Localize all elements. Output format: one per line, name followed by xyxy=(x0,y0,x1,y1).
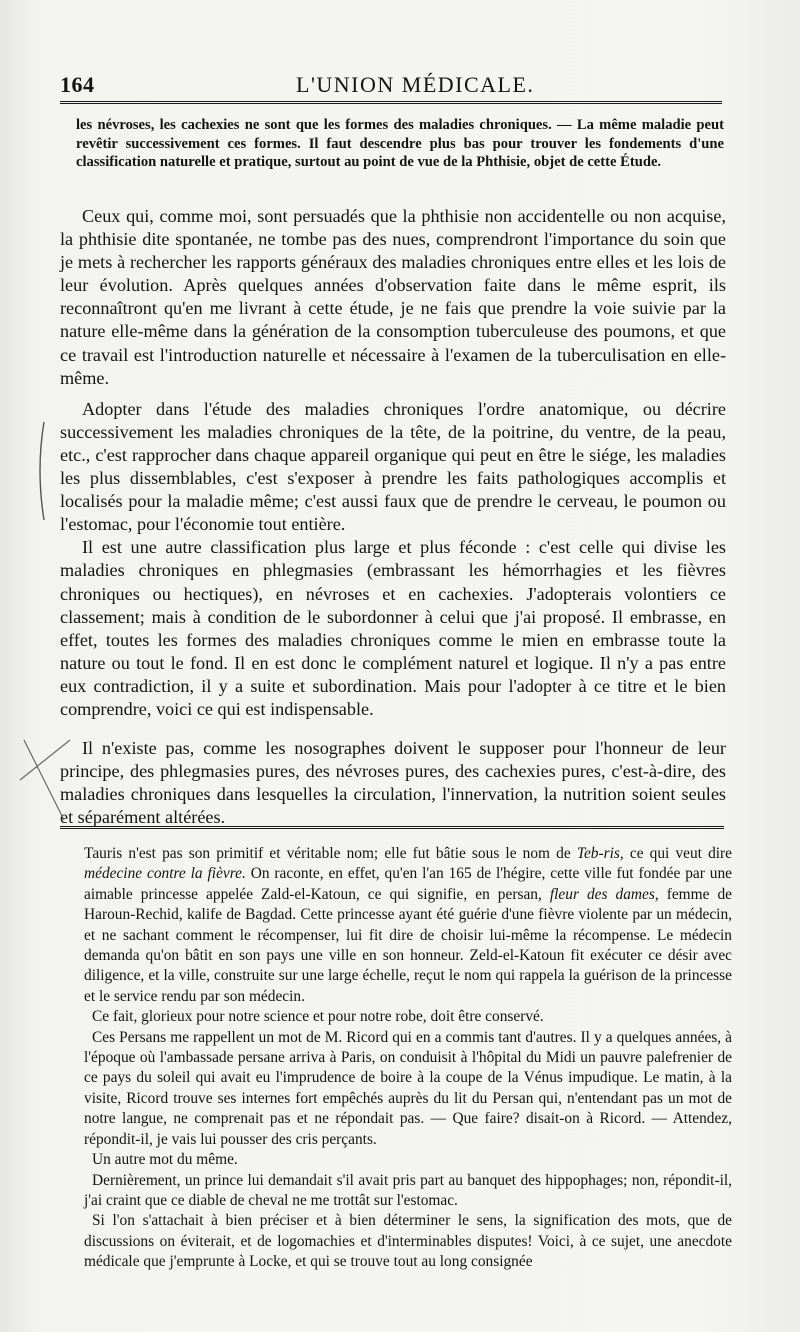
italic-run: Teb-ris, xyxy=(576,845,624,862)
feuilleton-paragraph: Ces Persans me rappellent un mot de M. Ricord qui en a commis tant d'autres. Il y a quelques années, à l'époque où l'ambassade persane arriva à Paris, on conduisit à l'hôpital du Midi un pauvre palefrenier de ce pays du soleil qui avait eu l'imprudence de boire à la coupe de la Vénus impudique. Le matin, à la visite, Ricord trouve ses internes fort empêchés auprès du lit du Persan qui, n'entendant pas un mot de notre langue, ne comprenait pas et ne répondait pas. — Que faire? disait-on à Ricord. — Attendez, répondit-il, je vais lui pousser des cris perçants. xyxy=(84,1028,732,1148)
text-run: femme de Haroun-Rechid, kalife de Bagdad. Cette princesse ayant été guérie d'une fièvre violente par un médecin, et ne sachant comment le récompenser, lui fit dire de choisir lui-même la récompense. Le médecin demanda qu'on bâtit en son pays une ville en son honneur. Zeld-el-Katoun fit exécuter ce désir avec diligence, et la ville, construite sur une large échelle, reçut le nom qui rappela la guérison de la princesse et le service rendu par son médecin. xyxy=(84,885,733,1005)
paragraph: Il est une autre classification plus large et plus féconde : c'est celle qui divise les maladies chroniques en phlegmasies (embrassant les hémorrhagies et les fièvres chroniques ou hectiques), en névroses et en cachexies. J'adopterais volontiers ce classement; mais à condition de le subordonner à celui que j'ai proposé. Il embrasse, en effet, toutes les formes des maladies chroniques comme le mien en embrasse toute la nature ou tout le fond. Il en est donc le complément naturel et logique. Il n'y a pas entre eux contradiction, il y a suite et subordination. Mais pour l'adopter à ce titre et le bien comprendre, voici ce qui est indispensable. xyxy=(60,537,726,719)
page-number: 164 xyxy=(60,72,95,97)
feuilleton-paragraph: Si l'on s'attachait à bien préciser et à bien déterminer le sens, la signification des mots, que de discussions on éviterait, et de logomachies et d'interminables disputes! Voici, à ce sujet, une anecdote médicale que j'emprunte à Locke, et qui se trouve tout au long consignée xyxy=(84,1212,732,1271)
feuilleton-rule xyxy=(60,826,724,829)
running-title: L'UNION MÉDICALE. xyxy=(296,72,535,97)
text-run: On raconte, en effet, qu'en l'an 165 de l'hégire, cette ville fut fondée par une aimable princesse appelée Zald-el-Katoun, ce qui signifie, en persan, xyxy=(84,865,732,903)
paragraph: Adopter dans l'étude des maladies chroniques l'ordre anatomique, ou décrire successivement les maladies chroniques de la tête, de la poitrine, du ventre, de la peau, etc., c'est rapprocher dans chaque appareil organique qui peut en être le siége, les maladies les plus dissemblables, c'est s'exposer à prendre les faits pathologiques accomplis et localisés pour la maladie même; c'est aussi faux que de prendre le cerveau, le poumon ou l'estomac, pour l'économie tout entière. xyxy=(60,398,726,535)
header-rule xyxy=(60,101,722,104)
feuilleton-paragraph: Un autre mot du même. xyxy=(92,1151,238,1169)
section-summary: les névroses, les cachexies ne sont que les formes des maladies chroniques. — La même maladie peut revêtir successivement ces formes. Il faut descendre plus bas pour trouver les fondements d'une classification naturelle et pratique, surtout au point de vue de la Phthisie, objet de cette Étude. xyxy=(76,117,724,170)
feuilleton-paragraph: Ce fait, glorieux pour notre science et pour notre robe, doit être conservé. xyxy=(92,1008,544,1026)
feuilleton-paragraph xyxy=(84,844,732,1007)
italic-run: médecine contre la fièvre. xyxy=(84,865,246,883)
paragraph: Ceux qui, comme moi, sont persuadés que la phthisie non accidentelle ou non acquise, la phthisie dite spontanée, ne tombe pas des nues, comprendront l'importance du soin que je mets à rechercher les rapports généraux des maladies chroniques entre elles et les lois de leur évolution. Après quelques années d'observation faite dans le même esprit, ils reconnaîtront qu'en me livrant à cette étude, je ne fais que prendre la voie suivie par la nature elle-même dans la génération de la consomption tuberculeuse des poumons, et que ce travail est l'introduction naturelle et nécessaire à l'examen de la tuberculisation en elle-même. xyxy=(60,206,726,388)
margin-bracket-mark xyxy=(40,422,44,520)
feuilleton-text xyxy=(84,844,732,1273)
text-run: ce qui veut dire xyxy=(623,845,733,862)
text-run: Tauris n'est pas son primitif et véritable nom; elle fut bâtie sous le nom de xyxy=(84,845,577,862)
main-text xyxy=(60,205,726,829)
italic-run: fleur des dames, xyxy=(549,885,659,903)
page-header xyxy=(60,72,722,102)
feuilleton-paragraph: Dernièrement, un prince lui demandait s'il avait pris part au banquet des hippophages; non, répondit-il, j'ai craint que ce diable de cheval ne me trottât sur l'estomac. xyxy=(84,1171,732,1209)
paragraph: Il n'existe pas, comme les nosographes doivent le supposer pour l'honneur de leur principe, des phlegmasies pures, des névroses pures, des cachexies pures, c'est-à-dire, des maladies chroniques dans lesquelles la circulation, l'innervation, la nutrition soient seules et séparément altérées. xyxy=(60,738,726,828)
